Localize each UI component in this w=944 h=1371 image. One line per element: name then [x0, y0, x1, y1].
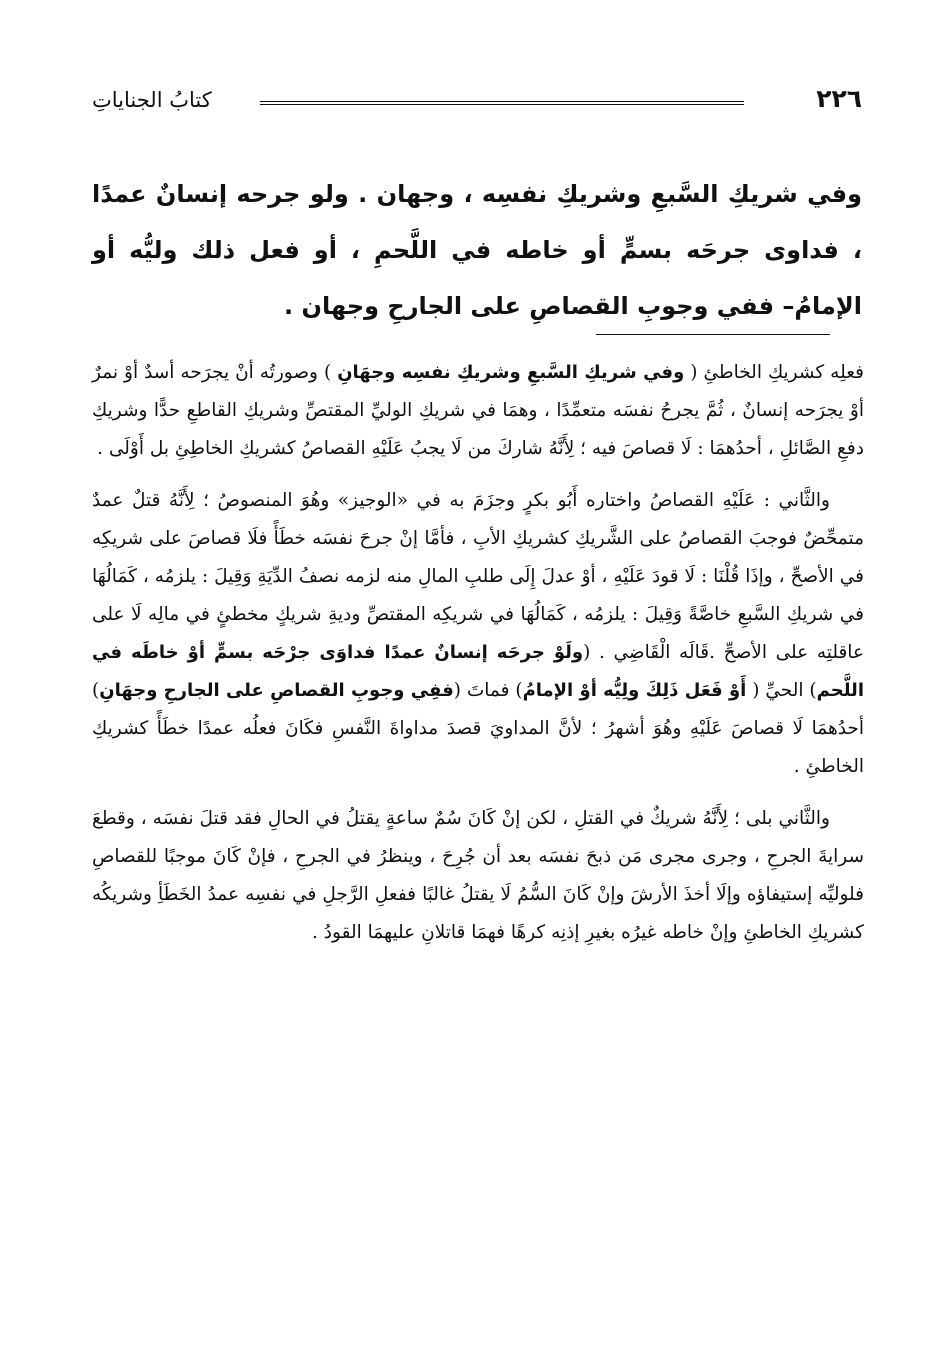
book-title: كتابُ الجناياتِ	[92, 88, 212, 112]
commentary-text: فعلِه كشريكِ الخاطئِ (	[684, 362, 864, 383]
commentary	[92, 354, 864, 966]
header-double-rule	[260, 101, 744, 105]
matn-quote: أَوْ فَعَل ذَلِكَ ولِيُّه أوْ الإمامُ	[522, 680, 747, 701]
commentary-text: ) الحيِّ (	[746, 680, 817, 701]
commentary-paragraph-1	[92, 354, 864, 468]
matn-quote: ولَوْ جرحَه إنسانٌ عمدًا فداوَى جرْحَه بسمٍّ أوْ خاطَه في اللَّحم	[92, 642, 864, 701]
running-header	[92, 84, 862, 118]
matn-quote: وفي شريكِ السَّبعِ وشريكِ نفسِه وجهَانِ	[337, 362, 685, 383]
matn-text: وفي شريكِ السَّبعِ وشريكِ نفسِه ، وجهان . ولو جرحه إنسانٌ عمدًا ، فداوى جرحَه بسمٍّ أو خاطه في اللَّحمِ ، أو فعل ذلك وليُّه أو الإمامُ– ففي وجوبِ القصاصِ على الجارحِ وجهان .	[92, 180, 862, 320]
commentary-text: ) وصورتُه أنْ يجرَحه أسدٌ أوْ نمرٌ أوْ يجرَحه إنسانٌ ، ثُمَّ يجرحُ نفسَه متعمِّدًا ، وهمَا في شريكِ الوليِّ المقتصِّ وشريكِ القاطعِ حدًّا وشريكِ دفعِ الصَّائلِ ، أحدُهمَا : لَا قصاصَ فيه ؛ لِأَنَّهُ شاركَ من لَا يجبُ عَلَيْهِ القصاصُ كشريكِ الخاطِئِ بل أَوْلَى .	[92, 362, 864, 459]
footnote-divider	[596, 334, 830, 335]
commentary-paragraph-3: والثَّاني بلى ؛ لِأَنَّهُ شريكٌ في القتلِ ، لكن إنْ كَانَ سُمٌ ساعةٍ يقتلُ في الحالِ فقد قتلَ نفسَه ، وقطعَ سرايةَ الجرحِ ، وجرى مجرى مَن ذبحَ نفسَه بعد أن جُرِحَ ، وينظرُ في الجرحِ ، فإنْ كَانَ موجبًا للقصاصِ فلوليِّه إستيفاؤه وإلَا أخذَ الأرشَ وإنْ كَانَ السُّمُ لَا يقتلُ غالبًا ففعلِ الرَّجلِ في نفسِه عمدُ الخَطَأِ وشريكُه كشريكِ الخاطئِ وإنْ خاطه غيرُه بغيرِ إذنِه كرهًا فهمَا قاتلانِ عليهمَا القودُ .	[92, 808, 864, 943]
commentary-text: ) فماتَ (	[453, 680, 523, 701]
commentary-text: ) أحدُهمَا لَا قصاصَ عَلَيْهِ وهُوَ أشهرُ ؛ لأنَّ المداويَ قصدَ مداواةَ النَّفسِ فكَانَ فعلُه عمدًا خطَأً كشريكِ الخاطئِ .	[92, 680, 864, 777]
page-number: ٢٢٦	[816, 84, 862, 113]
commentary-text: والثَّاني : عَلَيْهِ القصاصُ واختاره أَبُو بكرٍ وجزَمَ به في «الوجيز» وهُوَ المنصوصُ ؛ لِأَنَّهُ قتلٌ عمدٌ متمحِّضٌ فوجبَ القصاصُ على الشَّريكِ كشريكِ الأبِ ، فأمَّا إنْ جرحَ نفسَه خطَأً فلَا قصاصَ على شريكِه في الأصحِّ ، وإذَا قُلْنَا : لَا قودَ عَلَيْهِ ، أوْ عدلَ إِلَى طلبِ المالِ منه لزمه نصفُ الدِّيَةِ وَقِيلَ : يلزمُه ، كَمَالُهَا في شريكِ السَّبعِ خاصَّةً وَقِيلَ : يلزمُه ، كَمَالُهَا في شريكِه المقتصِّ وديةِ شريكٍ مخطئٍ في مالِه لَا على عاقلتِه على الأصحِّ .قَالَه الْقَاضِي . (	[92, 490, 864, 663]
commentary-paragraph-2	[92, 482, 864, 786]
matn-quote: ففِي وجوبِ القصاصِ على الجارحِ وجهَانِ	[99, 680, 454, 701]
